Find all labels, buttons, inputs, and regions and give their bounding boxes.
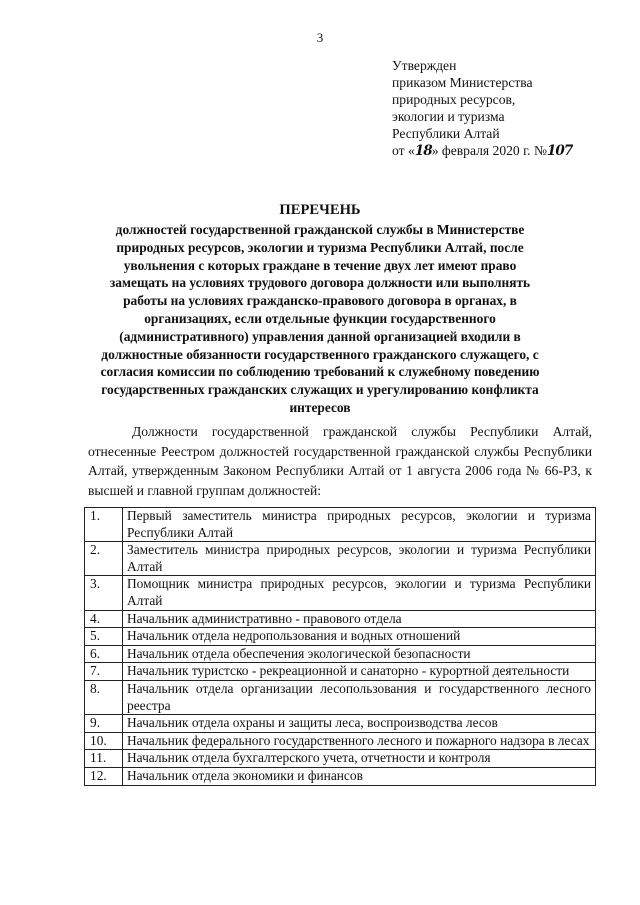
approval-line: Утвержден bbox=[392, 58, 457, 73]
document-title: ПЕРЕЧЕНЬ bbox=[279, 202, 361, 218]
approval-line: приказом Министерства bbox=[392, 75, 533, 90]
position-title: Начальник федерального государственного лесного и пожарного надзора в лесах bbox=[123, 732, 596, 750]
approval-block bbox=[392, 57, 632, 160]
date-day-handwritten: 18 bbox=[414, 143, 432, 159]
position-number: 12. bbox=[85, 767, 123, 785]
table-row bbox=[85, 680, 596, 714]
position-title: Помощник министра природных ресурсов, экологии и туризма Республики Алтай bbox=[123, 576, 596, 610]
table-row bbox=[85, 628, 596, 646]
position-title: Начальник отдела недропользования и водных отношений bbox=[123, 628, 596, 646]
table-row bbox=[85, 508, 596, 542]
order-number-handwritten: 107 bbox=[546, 143, 573, 159]
approval-date bbox=[392, 142, 632, 160]
position-number: 10. bbox=[85, 732, 123, 750]
table-row bbox=[85, 542, 596, 576]
positions-table bbox=[84, 507, 596, 786]
position-number: 4. bbox=[85, 610, 123, 628]
approval-line: Республики Алтай bbox=[392, 126, 500, 141]
position-number: 9. bbox=[85, 715, 123, 733]
position-title: Начальник отдела обеспечения экологической безопасности bbox=[123, 645, 596, 663]
table-row bbox=[85, 576, 596, 610]
position-title: Начальник отдела организации лесопользования и государственного лесного реестра bbox=[123, 680, 596, 714]
position-number: 11. bbox=[85, 750, 123, 768]
position-number: 8. bbox=[85, 680, 123, 714]
position-number: 6. bbox=[85, 645, 123, 663]
position-title: Заместитель министра природных ресурсов, экологии и туризма Республики Алтай bbox=[123, 542, 596, 576]
position-number: 3. bbox=[85, 576, 123, 610]
page-number: 3 bbox=[316, 30, 324, 45]
table-row bbox=[85, 610, 596, 628]
table-row bbox=[85, 663, 596, 681]
intro-paragraph: Должности государственной гражданской службы Республики Алтай, отнесенные Реестром должностей государственной гражданской службы Республики Алтай, утвержденным Законом Республики Алтай от 1 августа 2006 года № 66-РЗ, к высшей и главной группам должностей: bbox=[88, 424, 592, 498]
table-row bbox=[85, 767, 596, 785]
date-prefix: от « bbox=[392, 143, 415, 158]
position-title: Начальник отдела бухгалтерского учета, отчетности и контроля bbox=[123, 750, 596, 768]
position-title: Первый заместитель министра природных ресурсов, экологии и туризма Республики Алтай bbox=[123, 508, 596, 542]
position-title: Начальник административно - правового отдела bbox=[123, 610, 596, 628]
approval-line: природных ресурсов, bbox=[392, 92, 516, 107]
position-title: Начальник туристско - рекреационной и санаторно - курортной деятельности bbox=[123, 663, 596, 681]
table-row bbox=[85, 715, 596, 733]
position-number: 5. bbox=[85, 628, 123, 646]
table-row bbox=[85, 732, 596, 750]
position-title: Начальник отдела экономики и финансов bbox=[123, 767, 596, 785]
date-middle: » февраля 2020 г. № bbox=[431, 143, 547, 158]
position-number: 2. bbox=[85, 542, 123, 576]
position-number: 7. bbox=[85, 663, 123, 681]
approval-line: экологии и туризма bbox=[392, 109, 505, 124]
position-title: Начальник отдела охраны и защиты леса, воспроизводства лесов bbox=[123, 715, 596, 733]
document-subtitle: должностей государственной гражданской службы в Министерстве природных ресурсов, экологии и туризма Республики Алтай, после увольнения с которых граждане в течение двух лет имеют право замещать на условиях трудового договора должности или выполнять работы на условиях гражданско-правового договора в органах, в организациях, если отдельные функции государственного (административного) управления данной организацией входили в должностные обязанности государственного гражданского служащего, с согласия комиссии по соблюдению требований к служебному поведению государственных гражданских служащих и урегулированию конфликта интересов bbox=[100, 222, 540, 415]
table-row bbox=[85, 750, 596, 768]
table-row bbox=[85, 645, 596, 663]
position-number: 1. bbox=[85, 508, 123, 542]
